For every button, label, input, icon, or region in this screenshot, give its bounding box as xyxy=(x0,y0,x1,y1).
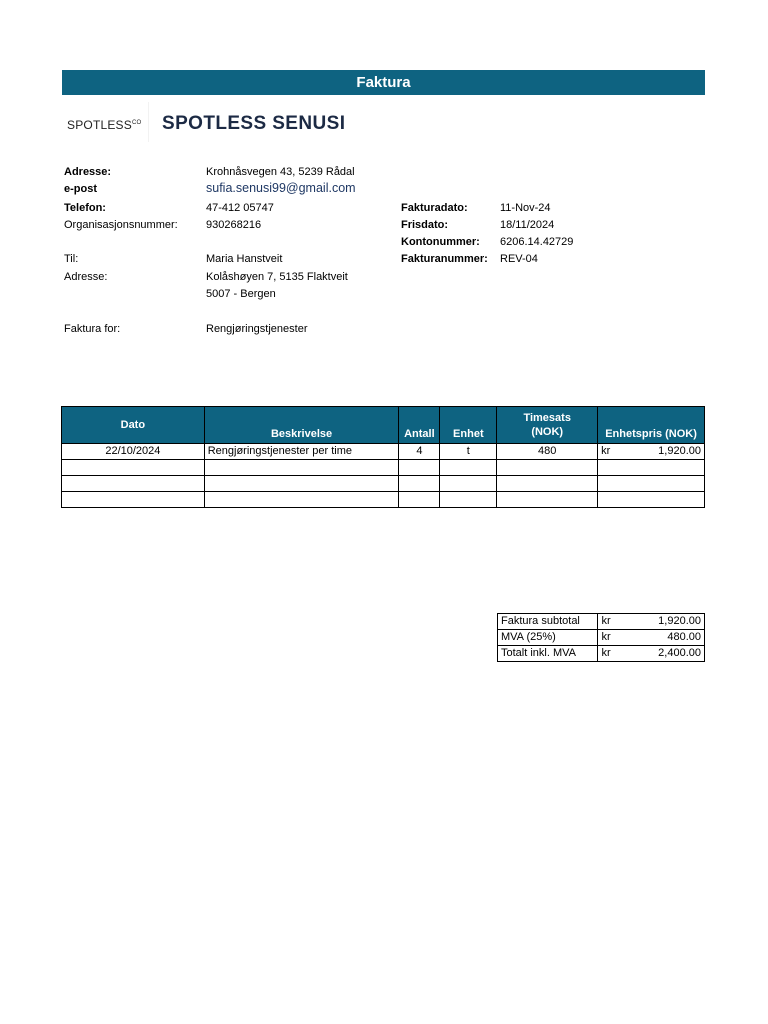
logo-small-sup: CO xyxy=(131,120,142,126)
table-header-row xyxy=(62,407,705,444)
sender-phone-label: Telefon: xyxy=(64,202,106,214)
total-value: 2,400.00 xyxy=(658,647,701,659)
cell-beskrivelse: Rengjøringstjenester per time xyxy=(204,444,399,460)
col-header-beskrivelse: Beskrivelse xyxy=(204,407,399,444)
invoice-for-label: Faktura for: xyxy=(64,323,121,335)
subtotal-amount xyxy=(598,614,705,630)
totals-row-total xyxy=(498,646,705,662)
recipient-address-line1: Kolåshøyen 7, 5135 Flaktveit xyxy=(206,271,348,283)
logo-small xyxy=(67,118,141,132)
sender-email-label: e-post xyxy=(64,183,97,195)
cell-timesats: 480 xyxy=(497,444,598,460)
totals-table xyxy=(497,613,705,662)
table-row xyxy=(62,444,705,460)
sender-org-label: Organisasjonsnummer: xyxy=(64,219,178,231)
cell-dato: 22/10/2024 xyxy=(62,444,205,460)
total-currency: kr xyxy=(601,647,611,659)
line-items-table xyxy=(61,406,705,508)
invoice-date-label: Fakturadato: xyxy=(401,202,468,214)
cell-antall: 4 xyxy=(399,444,440,460)
invoice-for-value: Rengjøringstjenester xyxy=(206,323,308,335)
recipient-to-value: Maria Hanstveit xyxy=(206,253,283,265)
table-row-empty xyxy=(62,476,705,492)
col-header-timesats-line2: (NOK) xyxy=(531,426,564,438)
due-date-label: Frisdato: xyxy=(401,219,449,231)
table-row-empty xyxy=(62,460,705,476)
invoice-number-label: Fakturanummer: xyxy=(401,253,488,265)
sender-address-label: Adresse: xyxy=(64,166,112,178)
due-date-value: 18/11/2024 xyxy=(500,219,555,231)
subtotal-currency: kr xyxy=(601,615,611,627)
logo-big-text: SPOTLESS SENUSI xyxy=(162,113,346,134)
subtotal-label: Faktura subtotal xyxy=(498,614,598,630)
vat-label: MVA (25%) xyxy=(498,630,598,646)
recipient-address-label: Adresse: xyxy=(64,271,108,283)
col-header-enhetspris: Enhetspris (NOK) xyxy=(598,407,705,444)
account-label: Kontonummer: xyxy=(401,236,480,248)
col-header-dato: Dato xyxy=(62,407,205,444)
subtotal-value: 1,920.00 xyxy=(658,615,701,627)
invoice-title: Faktura xyxy=(62,70,705,95)
table-row-empty xyxy=(62,492,705,508)
invoice-number-value: REV-04 xyxy=(500,253,538,265)
vat-currency: kr xyxy=(601,631,611,643)
totals-row-vat xyxy=(498,630,705,646)
invoice-date-value: 11-Nov-24 xyxy=(500,202,551,214)
recipient-address-line2: 5007 - Bergen xyxy=(206,288,276,300)
sender-org-value: 930268216 xyxy=(206,219,262,231)
cell-enhet: t xyxy=(440,444,497,460)
sender-phone-value: 47-412 05747 xyxy=(206,202,274,214)
sender-address-value: Krohnåsvegen 43, 5239 Rådal xyxy=(206,166,355,178)
total-label: Totalt inkl. MVA xyxy=(498,646,598,662)
total-amount xyxy=(598,646,705,662)
col-header-timesats-line1: Timesats xyxy=(523,412,571,424)
vat-amount xyxy=(598,630,705,646)
col-header-antall: Antall xyxy=(399,407,440,444)
col-header-timesats xyxy=(497,407,598,444)
vat-value: 480.00 xyxy=(667,631,701,643)
totals-row-subtotal xyxy=(498,614,705,630)
cell-enhetspris xyxy=(598,444,705,460)
cell-currency: kr xyxy=(601,445,611,457)
col-header-enhet: Enhet xyxy=(440,407,497,444)
cell-price-value: 1,920.00 xyxy=(658,445,701,457)
recipient-to-label: Til: xyxy=(64,253,79,265)
logo-small-text: SPOTLESS xyxy=(67,118,132,132)
account-value: 6206.14.42729 xyxy=(500,236,574,248)
sender-email-link[interactable]: sufia.senusi99@gmail.com xyxy=(206,181,356,195)
